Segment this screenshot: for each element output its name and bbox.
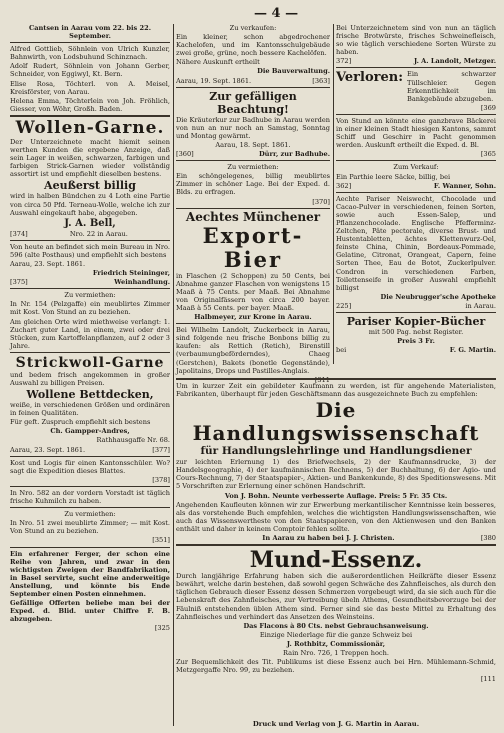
ref-number: [370] <box>312 197 330 206</box>
chocolade-text: Aechte Pariser Neiswecht, Chocolade und Cacao-Pulver in verschiedenen, feinen Sorten, sowie auch Essen-Salep, und Pflanzenchocolade. Englische Pfefferminz-Zeltchen, Pâte pectorale, diverse Brust- und Hustentabletten, ächtes Klettenwurz-Oel, feinste China, Chinin, Bordeaux-Pommade, Gelatine, Citronat, Orangeat, Capern, feine Sorten Thee, Eau de Botot, Zuckerlpulver. Condron in verschiedenen Farben, Toilettenseife in großer Auswahl empfiehlt billigst <box>336 194 496 292</box>
mund-footer: Zur Bequemlichkeit des Tit. Publikums ist diese Essenz auch bei Hrn. Mühlemann-Schmid, Metzgergaffe Nro. 99, zu beziehen. <box>176 658 496 675</box>
verkauf-heading: Zum Verkauf: <box>393 163 439 172</box>
decken-title: Wollene Bettdecken, <box>26 388 154 402</box>
kachel-text: Ein kleiner, schon abgedrochener Kachelofen, und im Kantonsschulgebäude zwei große, grüne, noch bessere Kachelöfen. <box>176 33 330 58</box>
mund-bottle: Das Flacons à 80 Cts. nebst Gebrauchsanweisung. <box>243 621 429 630</box>
vermiethen-heading: Zu vermiethen: <box>64 291 116 300</box>
bureau-trade: Weinhandlung. <box>114 278 170 287</box>
wolle-text2: wird in halben Bündchen zu 4 Loth eine Partie von circa 50 Pfd. Terneau-Wolle, welche ich zur Auswahl eingekauft habe, abgegeben. <box>10 192 170 217</box>
kachel-text2: Nähere Auskunft ertheilt <box>176 58 260 67</box>
strick-title: Strickwoll-Garne <box>15 354 165 371</box>
birth-entry: Helena Emma, Töchterlein von Joh. Fröhlich, Giesser, von Wöhr, Großh. Baden. <box>10 96 170 113</box>
handlungs-title: Die Handlungswissenschaft <box>192 398 480 446</box>
verkauf-name: F. Wanner, Sohn. <box>433 181 496 190</box>
beachtung-text: Die Kräuterkur zur Badhube in Aarau werden von nun an nur noch an Samstag, Sonntag und Montag gewärmt. <box>176 115 330 140</box>
kuhmilch-text: In Nro. 582 an der vordern Vorstadt ist täglich frische Kuhmilch zu haben. <box>10 488 170 506</box>
ref-number: 225] <box>336 301 352 310</box>
decken-place: Aarau, 23. Sept. 1861. <box>10 445 86 454</box>
kartoffel-text: Am gleichen Orte wird miethweise verlangt: 1. Zuchart guter Land, in einem, zwei oder drei Stücken, zum Kartoffelanpflanzen, auf 2 oder 3 Jahre. <box>10 317 170 350</box>
kopier-bei: bei <box>336 346 347 355</box>
bier-text: in Flaschen (2 Schoppen) zu 50 Cents, bei Abnahme ganzer Flaschen von wenigstens 15 Maaß à 75 Cents. per Maaß. Bei Abnahme von Originalfässern von circa 200 bayer. Maaß à 55 Cents. per bayer. Maaß. <box>176 271 330 312</box>
kachel-place: Aarau, 19. Sept. 1861. <box>176 76 252 85</box>
column-rule <box>333 24 334 364</box>
decken-name: Ch. Gampper-Andres, <box>50 427 130 436</box>
bier-title-1: Aechtes Münchener <box>185 209 321 224</box>
ref-number: [311 <box>314 375 330 384</box>
ref-number: [380 <box>480 534 496 543</box>
bier-title-2: Export-Bier <box>202 222 304 272</box>
decken-address: Rathhausgaffe Nr. 68. <box>96 436 170 445</box>
ref-number: [369 <box>480 103 496 112</box>
column-middle <box>176 24 330 385</box>
birth-entry: Alfred Gottlieb, Söhnlein von Ulrich Kunzler, Bahnwirth, von Lodsbuhund Schinznach. <box>10 45 170 62</box>
handlungs-intro: Um in kurzer Zeit ein gebildeter Kaufmann zu werden, ist für angehende Materialisten, Fabrikanten, überhaupt für jeden Geschäftsmann das ausgezeichnete Buch zu empfehlen: <box>176 382 496 399</box>
billig-heading: Aeußerst billig <box>44 179 136 193</box>
ref-number: [377] <box>152 445 170 454</box>
column-left <box>10 24 170 633</box>
bell-name: J. A. Bell, <box>64 217 116 229</box>
decken-text: weiße, in verschiedenen Größen und ordinären in feinen Qualitäten. <box>10 401 170 418</box>
wolle-text: Der Unterzeichnete macht hiemit seinen werthen Kunden die ergebene Anzeige, daß sein Lager in weißen, schwarzen, farbigen und farbigen Strick-Garnen wieder vollständig assortirt ist und empfiehlt dieselben bestens. <box>10 137 170 179</box>
ref-number: 372] <box>336 57 352 66</box>
verloren-title: Verloren: <box>336 70 403 86</box>
vermiethen-heading: Zu vermiethen: <box>227 163 279 172</box>
bureau-name: Friedrich Steininger, <box>92 269 170 278</box>
column-rule <box>173 24 174 726</box>
beachtung-name: Dürr, zur Badhube. <box>258 150 330 159</box>
beachtung-place: Aarau, 18. Sept. 1861. <box>215 140 291 149</box>
ref-number: [351] <box>152 536 170 545</box>
verloren-text: Ein schwarzer Tüllschleier. Gegen Erkenntlichkeit im Bankgebäude abzugeben. <box>407 70 496 103</box>
apotheke-name: Die Neubrugger'sche Apotheke <box>380 292 496 301</box>
mund-text: Durch langjährige Erfahrung haben sich die außerordentlichen Heilkräfte dieser Essenz bewährt, welche darin bestehen, daß sowohl gegen Schwäche des Zahnfleisches, als durch den täglichen Gebrauch dieser Essenz dessen Schmerzen vorgebeugt wird, da sie sich auch für die Lebenskraft des Zahnfleisches, zur Vertreibung übeln Athems, Gesundheitsbevorzuge bei der Fäulniß entstehenden üblen Athem sind. Ferner sind sie das beste Mittel zu Erhaltung des Zahnfleisches und verhindert das Ansetzen des Weinsteins. <box>176 572 496 621</box>
vermiethen2-heading: Zu vermiethen: <box>64 510 116 519</box>
birth-entry: Elise Rosa, Töchterl. von A. Meisel, Kreisförster, von Aarau. <box>10 79 170 96</box>
mund-depot: Einzige Niederlage für die ganze Schweiz bei <box>259 630 413 639</box>
zimmer-text: In Nro. 51 zwei meublirte Zimmer; — mit Kost. Von Stund an zu beziehen. <box>10 519 170 536</box>
handlungs-ad <box>176 376 496 684</box>
wolle-title: Wollen-Garne. <box>15 117 165 138</box>
births-header: Cantsen in Aarau vom 22. bis 22. September. <box>28 24 152 41</box>
bonbons-text: Bei Wilhelm Landolt, Zuckerbeck in Aarau, sind folgende neu frische Bonbons billig zu kaufen: als Rettich (Retich), Birenstill (verbaumungbeförderndes), Chaeg (Gerstchen), Bakets (bonetle Gegenstände), Japolitains, Drops und Pastilles-Anglais. <box>176 326 330 375</box>
ref-number: [325 <box>154 624 170 633</box>
apotheke-place: in Aarau. <box>465 301 496 310</box>
bier-name: Halbmeyer, zur Krone in Aarau. <box>194 313 312 322</box>
metzger-name: J. A. Landolt, Metzger. <box>413 57 496 66</box>
kopier-text: mit 500 Pag. nebst Register. <box>368 328 464 336</box>
birth-entry: Adolf Rudert, Söhnlein von Johann Gerber, Schneider, von Eggiwyl, Kt. Bern. <box>10 62 170 79</box>
ref-number: [374] <box>10 229 28 238</box>
mund-title: Mund-Essenz. <box>249 547 423 574</box>
beachtung-title: Zur gefälligen Beachtung! <box>209 89 297 116</box>
ref-number: [365 <box>480 150 496 159</box>
newspaper-page <box>8 4 498 730</box>
strick-text: und bedem frisch angekommen in großer Auswahl zu billigen Preisen. <box>10 370 170 387</box>
bell-address: Nro. 22 in Aarau. <box>69 229 128 238</box>
mund-address: Rain Nro. 726, 1 Treppen hoch. <box>283 648 389 657</box>
vermiethen-text: In Nr. 154 (Pelzgaffe) ein meublirtes Zimmer mit Kost. Von Stund an zu beziehen. <box>10 300 170 317</box>
verkaufen-heading: Zu verkaufen: <box>229 24 277 32</box>
handlungs-author: Von J. Bohn. Neunte verbesserte Auflage. Preis: 5 Fr. 35 Cts. <box>224 491 448 500</box>
kost-text: Kost und Logis für einen Kantonsschüler. Wo? sagt die Expedition dieses Blattes. <box>10 458 170 475</box>
ref-number: [375] <box>10 278 28 287</box>
decken-text2: Für geft. Zuspruch empfiehlt sich bestens <box>10 418 151 427</box>
ref-number: [378] <box>152 475 170 484</box>
ref-number: 362] <box>336 181 352 190</box>
ref-number: [111 <box>480 675 496 684</box>
verkauf-text: Ein Parthie leere Säcke, billig, bei <box>336 172 451 181</box>
ref-number: [360] <box>176 150 194 159</box>
bureau-text: Von heute an befindet sich mein Bureau in Nro. 596 (alte Posthaus) und empfiehlt sich bestens <box>10 242 170 259</box>
kopier-price: Preis 3 Fr. <box>397 337 435 346</box>
ferger-text2: Gefällige Offerten beliebe man bei der Exped. d. Blid. unter Chiffre F. B. abzugeben. <box>10 599 170 624</box>
baeckerei-text: Von Stund an könnte eine ganzbrave Bäckerei in einer kleinen Stadt hiesigen Kantons, sammt Schiff und Geschirr in Pacht genommen werden. Auskunft ertheilt die Exped. d. Bl. <box>336 116 496 150</box>
kopier-name: F. G. Martin. <box>449 346 496 355</box>
kachel-name: Die Bauverwaltung. <box>257 67 330 76</box>
ref-number: [363] <box>312 76 330 85</box>
column-right <box>336 24 496 354</box>
handlungs-seller: In Aarau zu haben bei J. J. Christen. <box>262 534 395 543</box>
kopier-title: Pariser Kopier-Bücher <box>346 315 486 328</box>
metzger-text: Bei Unterzeichnetem sind von nun an täglich frische Brotwürste, frisches Schweinefleisch, so wie täglich verschiedene Sorten Würste zu haben. <box>336 24 496 57</box>
printer-line: Druck und Verlag von J. G. Martin in Aarau. <box>252 720 420 728</box>
handlungs-body: zur leichten Erlernung 1) des Briefwechsels, 2) der Kaufmannsdrucke, 3) der Handelsgeographie, 4) der kaufmännischen Rechnens, 5) der Buchhaltung, 6) der Agio- und Cours-Rechnung, 7) der Staatspapier-, Aktien- und Bankenkunde, 8) des Speditionswesens. Mit 5 Vorschriften zur Erlernung einer schönen Handschrift. <box>176 458 496 491</box>
mund-name: J. Rothbitz, Commissionär, <box>286 639 386 648</box>
vermiethen-text: Ein schöngelegenes, billig meublirtes Zimmer in schöner Lage. Bei der Exped. d. Blds. zu erfragen. <box>176 172 330 197</box>
page-number: — 4 — <box>254 6 299 21</box>
handlungs-subtitle: für Handlungslehrlinge und Handlungsdiener <box>200 445 472 458</box>
ferger-text: Ein erfahrener Ferger, der schon eine Reihe von Jahren, und zwar in den wichtigsten Zweigen der Bandfabrikation, in Basel servirte, sucht eine anderweitige Anstellung, und könnte bis Ende September einen Posten einnehmen. <box>10 549 170 598</box>
handlungs-body2: Angehenden Kaufleuten können wir zur Erwerbung merkantilischer Kenntnisse kein besseres, als das vorstehende Buch empfehlen, welches die wichtigsten Handlungswissenschaften, wie auch das Wissenswertheste von den Staatspapieren, von den Aktienwesen und den Banken enthält und daher in keinem Comptoir fehlen sollte. <box>176 500 496 533</box>
bureau-place: Aarau, 23. Sept. 1861. <box>10 259 86 268</box>
